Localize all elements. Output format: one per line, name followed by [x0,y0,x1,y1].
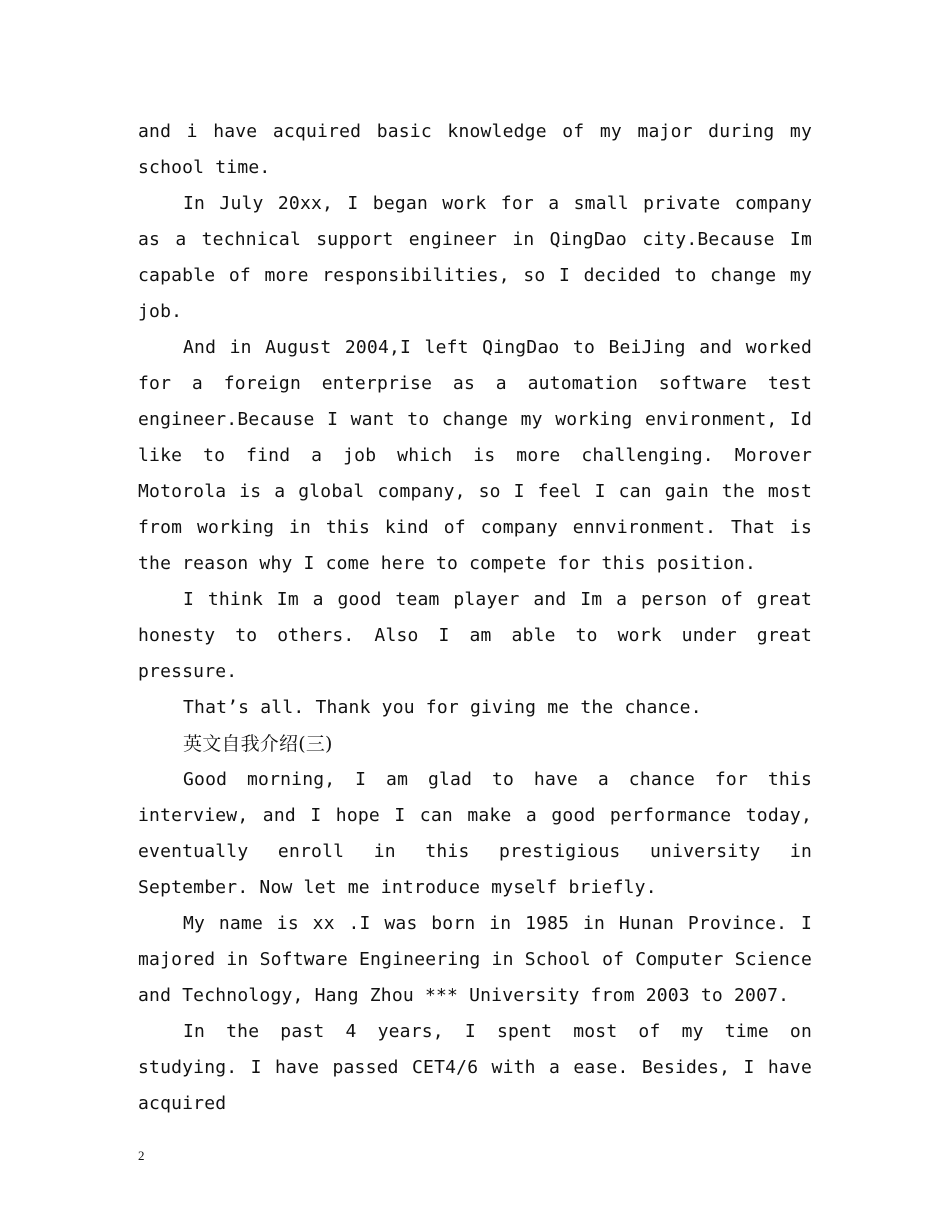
paragraph-name: My name is xx .I was born in 1985 in Hunan Province. I majored in Software Engineering in School of Computer Science and Technology, Hang Zhou *** University from 2003 to 2007. [138,913,812,1006]
section-heading: 英文自我介绍(三) [183,733,333,755]
paragraph-continuation: and i have acquired basic knowledge of my major during my school time. [138,121,812,178]
paragraph-greeting: Good morning, I am glad to have a chance for this interview, and I hope I can make a good performance today, eventually enroll in this prestigious university in September. Now let me introduce myself briefly. [138,769,812,898]
paragraph-studies: In the past 4 years, I spent most of my time on studying. I have passed CET4/6 with a ease. Besides, I have acquired [138,1021,812,1114]
paragraph-team-player: I think Im a good team player and Im a person of great honesty to others. Also I am able to work under great pressure. [138,589,812,682]
page-number: 2 [138,1148,145,1163]
paragraph-july-job: In July 20xx, I began work for a small private company as a technical support engineer in QingDao city.Because Im capable of more responsibilities, so I decided to change my job. [138,193,812,322]
paragraph-august-job: And in August 2004,I left QingDao to BeiJing and worked for a foreign enterprise as a automation software test engineer.Because I want to change my working environment, Id like to find a job which is more challenging. Morover Motorola is a global company, so I feel I can gain the most from working in this kind of company ennvironment. That is the reason why I come here to compete for this position. [138,337,812,574]
paragraph-closing: That’s all. Thank you for giving me the chance. [183,697,702,718]
body-text [138,114,812,1122]
